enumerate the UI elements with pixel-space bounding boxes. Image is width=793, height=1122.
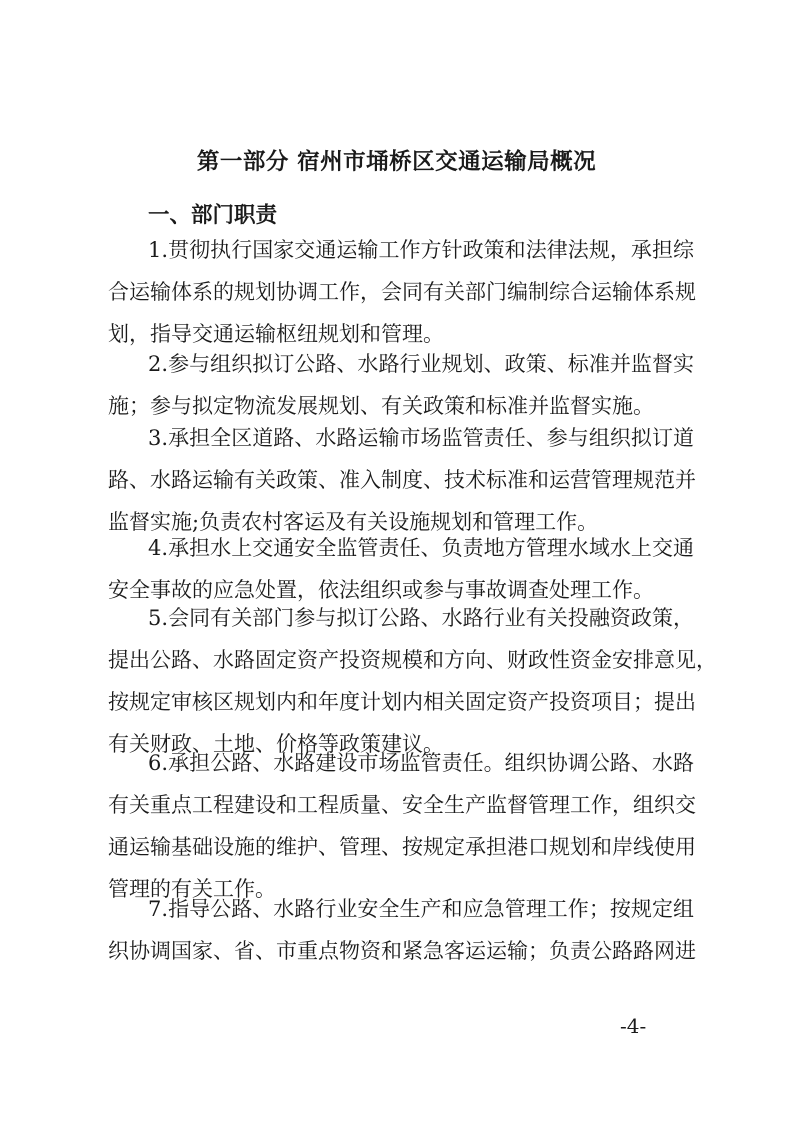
paragraph-line: 管理的有关工作。 xyxy=(108,877,276,901)
paragraph-3 xyxy=(108,417,694,543)
page-number: -4- xyxy=(620,1014,647,1038)
paragraph-line: 施；参与拟定物流发展规划、有关政策和标准并监督实施。 xyxy=(108,394,654,418)
paragraph-line: 1.贯彻执行国家交通运输工作方针政策和法律法规，承担综 xyxy=(148,238,694,262)
paragraph-line: 安全事故的应急处置，依法组织或参与事故调查处理工作。 xyxy=(108,578,654,602)
paragraph-line: 有关财政、土地、价格等政策建议。 xyxy=(108,732,444,756)
paragraph-line: 通运输基础设施的维护、管理、按规定承担港口规划和岸线使用 xyxy=(108,835,696,859)
paragraph-line: 合运输体系的规划协调工作，会同有关部门编制综合运输体系规 xyxy=(108,280,696,304)
paragraph-line: 6.承担公路、水路建设市场监管责任。组织协调公路、水路 xyxy=(148,751,694,775)
paragraph-line: 3.承担全区道路、水路运输市场监管责任、参与组织拟订道 xyxy=(148,426,694,450)
paragraph-line: 按规定审核区规划内和年度计划内相关固定资产投资项目；提出 xyxy=(108,690,696,714)
paragraph-line: 提出公路、水路固定资产投资规模和方向、财政性资金安排意见， xyxy=(108,648,717,672)
paragraph-line: 划，指导交通运输枢纽规划和管理。 xyxy=(108,322,444,346)
paragraph-line: 路、水路运输有关政策、准入制度、技术标准和运营管理规范并 xyxy=(108,468,696,492)
paragraph-1 xyxy=(108,229,694,355)
paragraph-line: 监督实施;负责农村客运及有关设施规划和管理工作。 xyxy=(108,510,599,534)
page-title: 第一部分 宿州市埇桥区交通运输局概况 xyxy=(196,149,597,175)
paragraph-line: 4.承担水上交通安全监管责任、负责地方管理水域水上交通 xyxy=(148,536,694,560)
paragraph-line: 织协调国家、省、市重点物资和紧急客运运输；负责公路路网进 xyxy=(108,939,696,963)
paragraph-line: 7.指导公路、水路行业安全生产和应急管理工作；按规定组 xyxy=(148,897,694,921)
paragraph-line: 有关重点工程建设和工程质量、安全生产监督管理工作，组织交 xyxy=(108,793,696,817)
paragraph-6 xyxy=(108,742,694,910)
paragraph-2 xyxy=(108,343,694,427)
section-heading: 一、部门职责 xyxy=(148,203,278,228)
paragraph-7 xyxy=(108,888,694,972)
paragraph-5 xyxy=(108,597,717,765)
paragraph-line: 2.参与组织拟订公路、水路行业规划、政策、标准并监督实 xyxy=(148,352,694,376)
paragraph-line: 5.会同有关部门参与拟订公路、水路行业有关投融资政策， xyxy=(148,606,694,630)
